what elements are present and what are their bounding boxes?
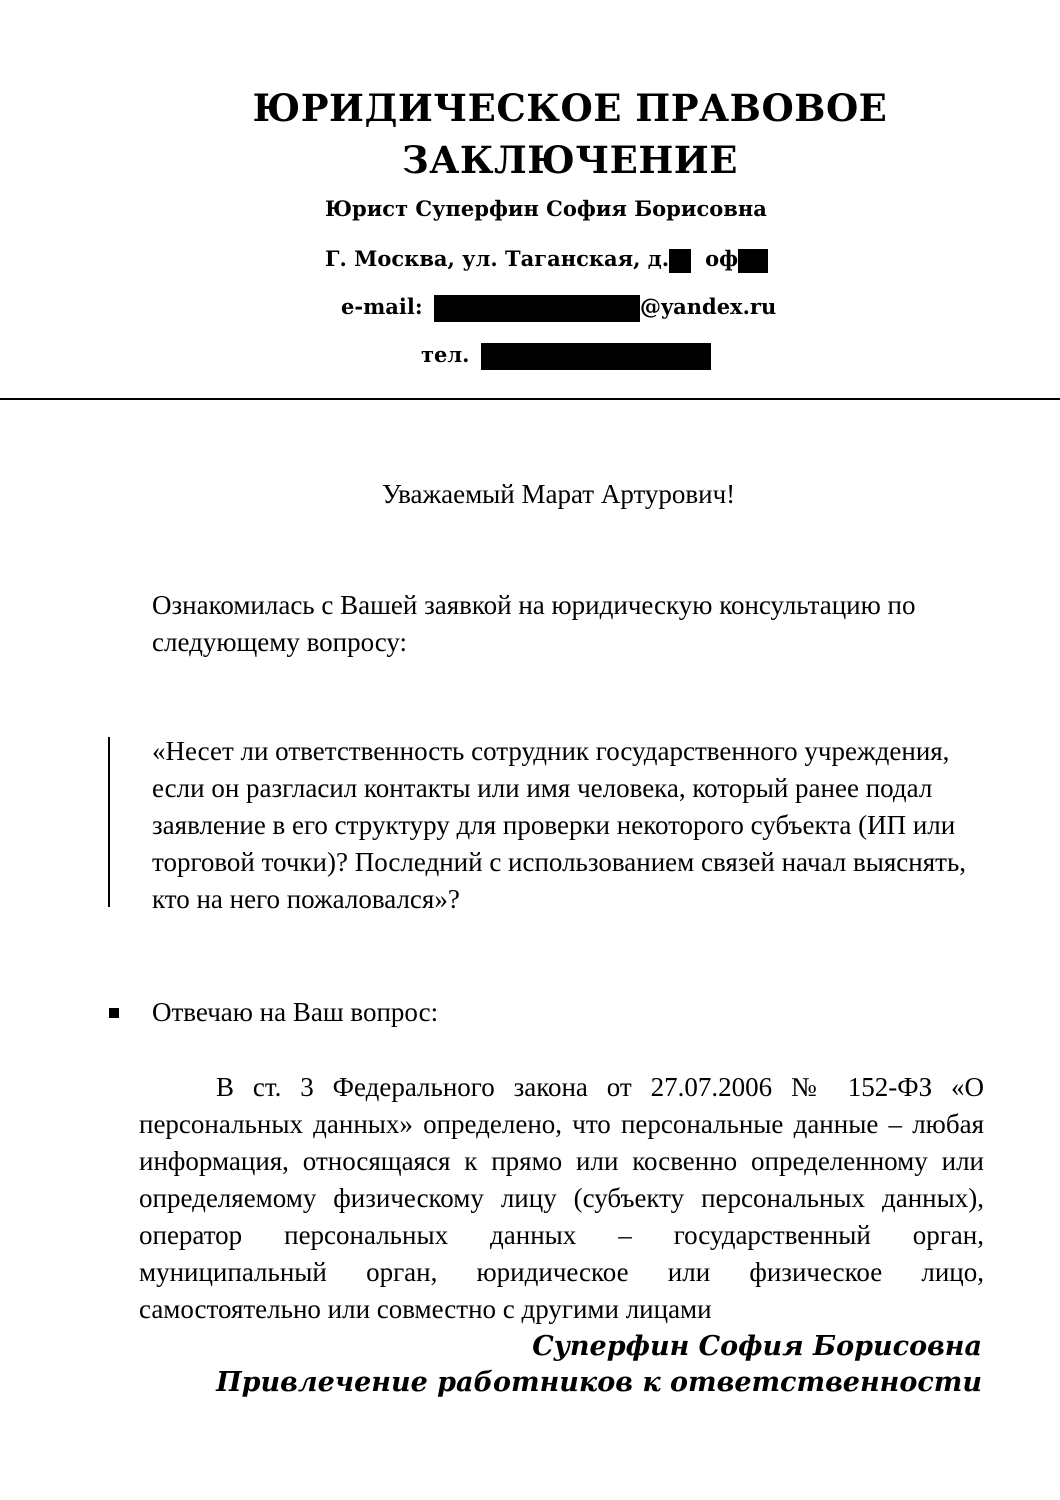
phone-label: тел. — [421, 342, 470, 367]
quote-bar — [108, 737, 110, 907]
address-text: Г. Москва, ул. Таганская, д. — [325, 246, 670, 271]
lawyer-phone — [421, 342, 711, 370]
redacted-phone-number — [481, 343, 711, 370]
footer-author: Суперфин София Борисовна — [532, 1331, 982, 1362]
bullet-marker — [109, 1008, 119, 1018]
header-divider — [0, 398, 1060, 400]
office-label: оф — [705, 246, 739, 271]
lawyer-address — [325, 246, 768, 273]
document-title: ЮРИДИЧЕСКОЕ ПРАВОВОЕ ЗАКЛЮЧЕНИЕ — [252, 86, 888, 182]
redacted-office-number — [738, 249, 768, 273]
greeting: Уважаемый Марат Артурович! — [382, 479, 736, 509]
email-label: e-mail: — [341, 294, 423, 319]
answer-lead: Отвечаю на Ваш вопрос: — [152, 997, 439, 1027]
email-domain: @yandex.ru — [639, 294, 777, 319]
redacted-email-user — [434, 295, 640, 322]
client-question-quote: «Несет ли ответственность сотрудник государственного учреждения, если он разгласил контакты или имя человека, который ранее подал заявление в его структуру для проверки некоторого субъекта (ИП или торговой точки)? Последний с использованием связей начал выяснять, кто на него пожаловался»? — [152, 736, 967, 914]
answer-paragraph: В ст. 3 Федерального закона от 27.07.2006 № 152-ФЗ «О персональных данных» определено, что персональные данные – любая информация, относящаяся к прямо или косвенно определенному или определяемому физическому лицу (субъекту персональных данных), оператор персональных данных – государственный орган, муниципальный орган, юридическое или физическое лицо, самостоятельно или совместно с другими лицами — [139, 1072, 984, 1324]
footer-topic: Привлечение работников к ответственности — [216, 1367, 982, 1398]
lawyer-email — [341, 294, 776, 322]
redacted-house-number — [669, 249, 691, 273]
lawyer-name: Юрист Суперфин София Борисовна — [325, 196, 767, 221]
intro-paragraph: Ознакомилась с Вашей заявкой на юридическую консультацию по следующему вопросу: — [152, 590, 916, 657]
